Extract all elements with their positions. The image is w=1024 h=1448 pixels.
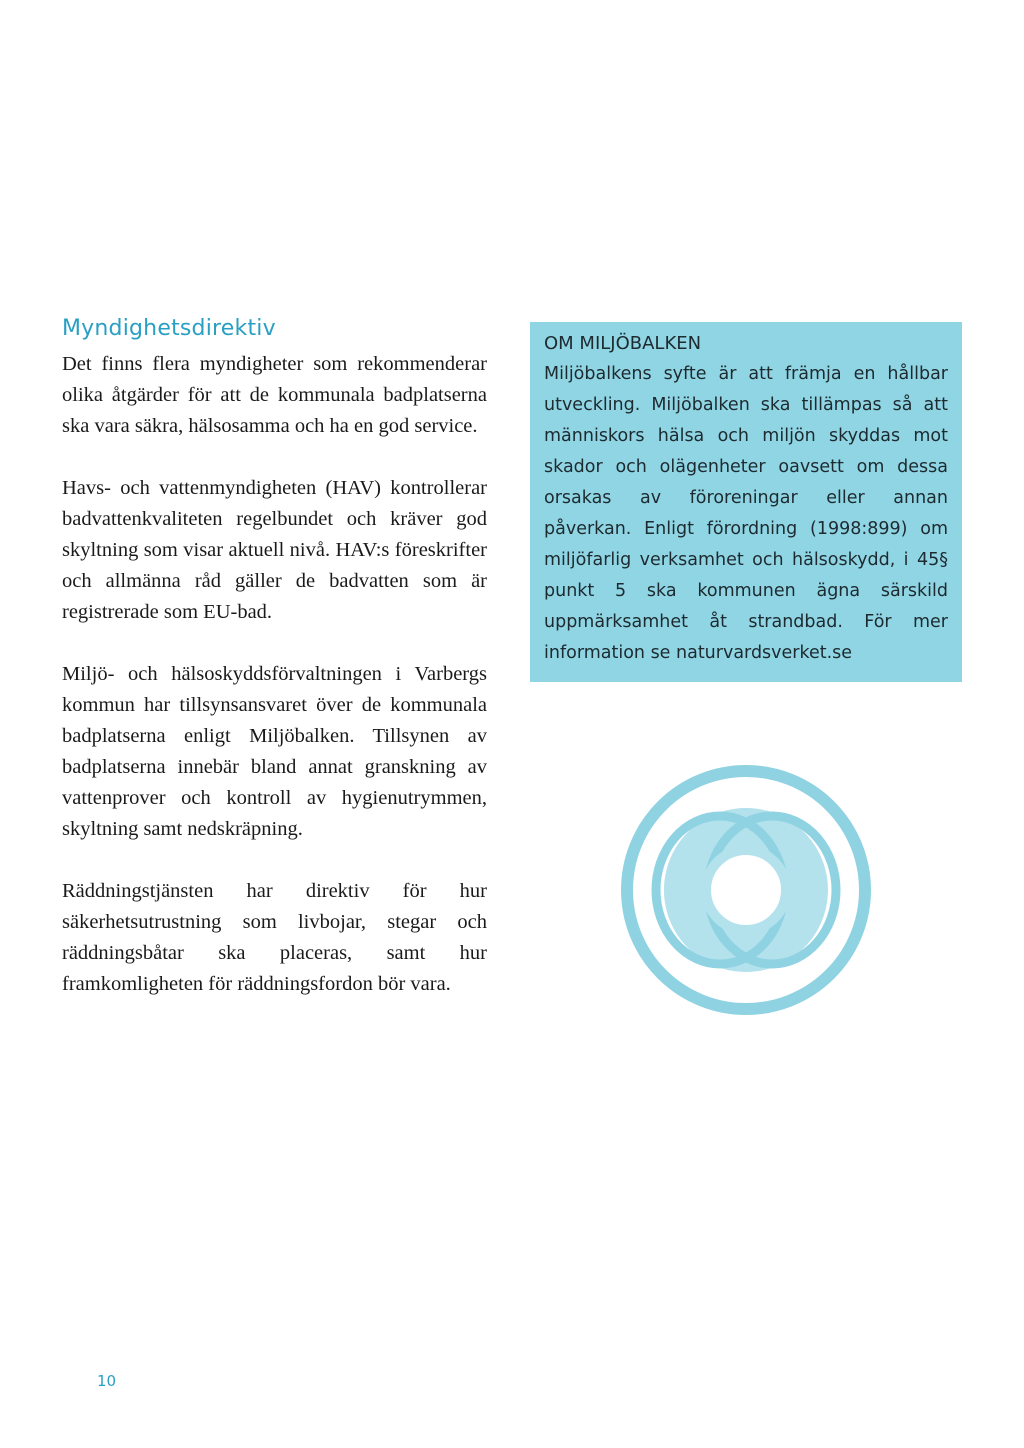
paragraph-raddning: Räddningstjänsten har direktiv för hur säkerhetsutrustning som livbojar, stegar och räddningsbåtar ska placeras, samt hur framkomligheten för räddningsfordon bör vara. [62, 880, 487, 995]
section-heading: Myndighetsdirektiv [62, 316, 276, 341]
page-number: 10 [97, 1372, 117, 1390]
paragraph-hav: Havs- och vattenmyndigheten (HAV) kontrollerar badvattenkvaliteten regelbundet och kräver god skyltning som visar aktuell nivå. HAV:s föreskrifter och allmänna råd gäller de badvatten som är registrerade som EU-bad. [62, 477, 487, 623]
info-box-miljobalken [530, 322, 962, 682]
lifebuoy-icon [618, 762, 874, 1018]
paragraph-miljo: Miljö- och hälsoskyddsförvaltningen i Varbergs kommun har tillsynsansvaret över de kommunala badplatserna enligt Miljöbalken. Tillsynen av badplatserna innebär bland annat granskning av vattenprover och kontroll av hygienutrymmen, skyltning samt nedskräpning. [62, 663, 487, 840]
body-text [62, 349, 487, 1031]
info-box-title: OM MILJÖBALKEN [544, 333, 702, 354]
info-box-text: Miljöbalkens syfte är att främja en hållbar utveckling. Miljöbalken ska tillämpas så att människors hälsa och miljön skyddas mot skador och olägenheter oavsett om dessa orsakas av föroreningar eller annan påverkan. Enligt förordning (1998:899) om miljöfarlig verksamhet och hälsoskydd, i 45§ punkt 5 ska kommunen ägna särskild uppmärksamhet åt strandbad. För mer information se naturvardsverket.se [544, 364, 948, 663]
paragraph-intro: Det finns flera myndigheter som rekommenderar olika åtgärder för att de kommunala badplatserna ska vara säkra, hälsosamma och ha en god service. [62, 353, 487, 437]
